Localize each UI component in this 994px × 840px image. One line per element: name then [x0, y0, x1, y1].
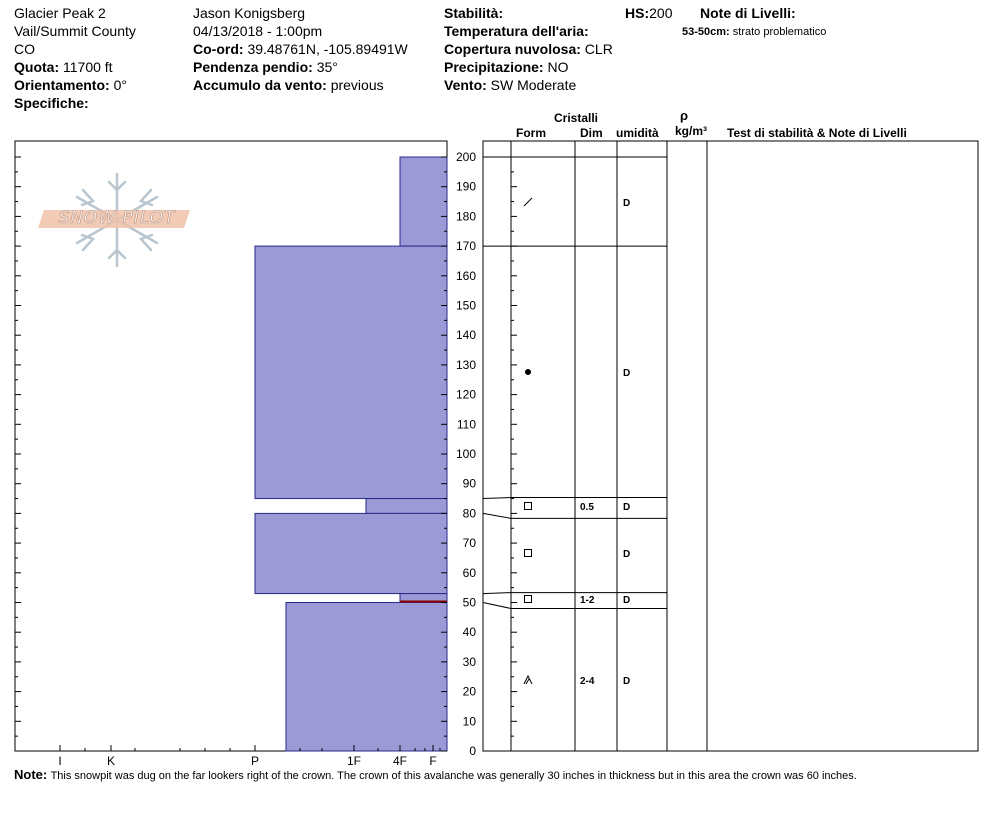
observation-datetime: 04/13/2018 - 1:00pm	[193, 23, 323, 39]
hardness-tick-label: P	[250, 754, 260, 768]
density-unit-header: kg/m³	[675, 124, 708, 138]
precip-value: NO	[547, 59, 569, 75]
coord-value: 39.48761N, -105.89491W	[247, 41, 408, 57]
moisture-label: D	[623, 502, 631, 513]
wind-value: SW Moderate	[490, 77, 577, 93]
size-header: Dim	[580, 126, 603, 140]
grain-size-label: 0.5	[580, 502, 594, 513]
depth-tick-label: 0	[469, 744, 476, 758]
depth-tick-label: 120	[455, 387, 476, 402]
depth-tick-label: 90	[462, 476, 476, 491]
depth-tick-label: 40	[462, 625, 476, 640]
aspect-label: Orientamento:	[14, 77, 110, 93]
depth-tick-label: 200	[455, 150, 476, 164]
slope-value: 35°	[316, 59, 338, 75]
depth-tick-label: 180	[455, 209, 476, 224]
depth-tick-label: 160	[455, 268, 476, 283]
depth-tick-label: 130	[455, 357, 476, 372]
moisture-label: D	[623, 549, 631, 560]
state-name: CO	[14, 41, 35, 57]
moisture-label: D	[623, 676, 631, 687]
elevation-value: 11700 ft	[63, 59, 113, 75]
elevation-label: Quota:	[14, 59, 60, 75]
depth-tick-label: 100	[455, 447, 476, 461]
snow-pilot-logo	[38, 170, 196, 270]
note-label: Note:	[14, 767, 48, 782]
hardness-tick-label: 4F	[392, 754, 408, 768]
hardness-tick-label: K	[106, 754, 116, 768]
layer-notes-label: Note di Livelli:	[700, 5, 796, 21]
depth-tick-label: 190	[455, 179, 476, 194]
depth-tick-label: 70	[462, 536, 476, 551]
aspect-value: 0°	[113, 77, 127, 93]
depth-tick-label: 80	[462, 506, 476, 521]
moisture-label: D	[623, 368, 631, 379]
depth-tick-label: 10	[462, 714, 476, 729]
crystals-header: Cristalli	[554, 111, 599, 125]
hardness-bar	[400, 157, 447, 246]
decomposing-grain-icon	[524, 198, 532, 206]
depth-tick-label: 20	[462, 684, 476, 699]
hardness-tick-label: I	[58, 754, 62, 768]
specifics-label: Specifiche:	[14, 95, 89, 111]
hardness-tick-label: 1F	[346, 754, 362, 768]
moisture-header: umidità	[616, 126, 659, 140]
area-name: Vail/Summit County	[14, 23, 136, 39]
snow-pilot-logo-text: SNOW PILOT	[58, 208, 176, 228]
moisture-label: D	[623, 198, 631, 209]
hardness-bar	[255, 513, 447, 593]
note-text: This snowpit was dug on the far lookers right of the crown. The crown of this avalanche was generally 30 inches in thickness but in this area the crown was 60 inches.	[50, 770, 857, 782]
depth-connector-line	[483, 593, 511, 594]
hardness-bar	[286, 603, 447, 752]
wind-loading-value: previous	[330, 77, 384, 93]
air-temp-label: Temperatura dell'aria:	[444, 23, 589, 39]
wind-label: Vento:	[444, 77, 487, 93]
depth-tick-label: 150	[455, 298, 476, 313]
depth-connector-line	[483, 603, 511, 609]
rounded-grain-icon	[525, 369, 531, 375]
hardness-tick-label: F	[429, 754, 437, 768]
location-name: Glacier Peak 2	[14, 5, 106, 21]
stability-notes-header: Test di stabilità & Note di Livelli	[727, 126, 907, 140]
layer-note-text: strato problematico	[732, 26, 827, 38]
faceted-grain-icon	[525, 596, 532, 603]
faceted-grain-icon	[525, 550, 532, 557]
cloud-value: CLR	[584, 41, 613, 57]
depth-tick-label: 140	[455, 328, 476, 343]
note-row	[14, 766, 857, 785]
depth-connector-line	[483, 513, 511, 518]
wind-loading-label: Accumulo da vento:	[193, 77, 327, 93]
precip-label: Precipitazione:	[444, 59, 544, 75]
moisture-label: D	[623, 595, 631, 606]
depth-connector-line	[483, 498, 511, 499]
grain-size-label: 2-4	[580, 676, 595, 687]
observer-name: Jason Konigsberg	[193, 5, 306, 21]
grain-size-label: 1-2	[580, 595, 595, 606]
layer-table-frame	[483, 141, 978, 751]
cloud-label: Copertura nuvolosa:	[444, 41, 581, 57]
form-header: Form	[516, 126, 546, 140]
hs-label: HS:	[625, 5, 650, 21]
depth-tick-label: 110	[456, 417, 476, 432]
depth-tick-label: 170	[455, 239, 476, 254]
slope-label: Pendenza pendio:	[193, 59, 313, 75]
coord-label: Co-ord:	[193, 41, 244, 57]
layer-note-range: 53-50cm:	[682, 26, 730, 38]
rho-header: ρ	[680, 108, 689, 123]
depth-tick-label: 30	[462, 654, 476, 669]
faceted-grain-icon	[525, 503, 532, 510]
hardness-bar	[255, 246, 447, 498]
stability-label: Stabilità:	[444, 5, 504, 21]
depth-tick-label: 50	[462, 595, 476, 610]
hardness-bar	[366, 499, 447, 514]
depth-tick-label: 60	[462, 565, 476, 580]
hs-value: 200	[649, 5, 673, 21]
